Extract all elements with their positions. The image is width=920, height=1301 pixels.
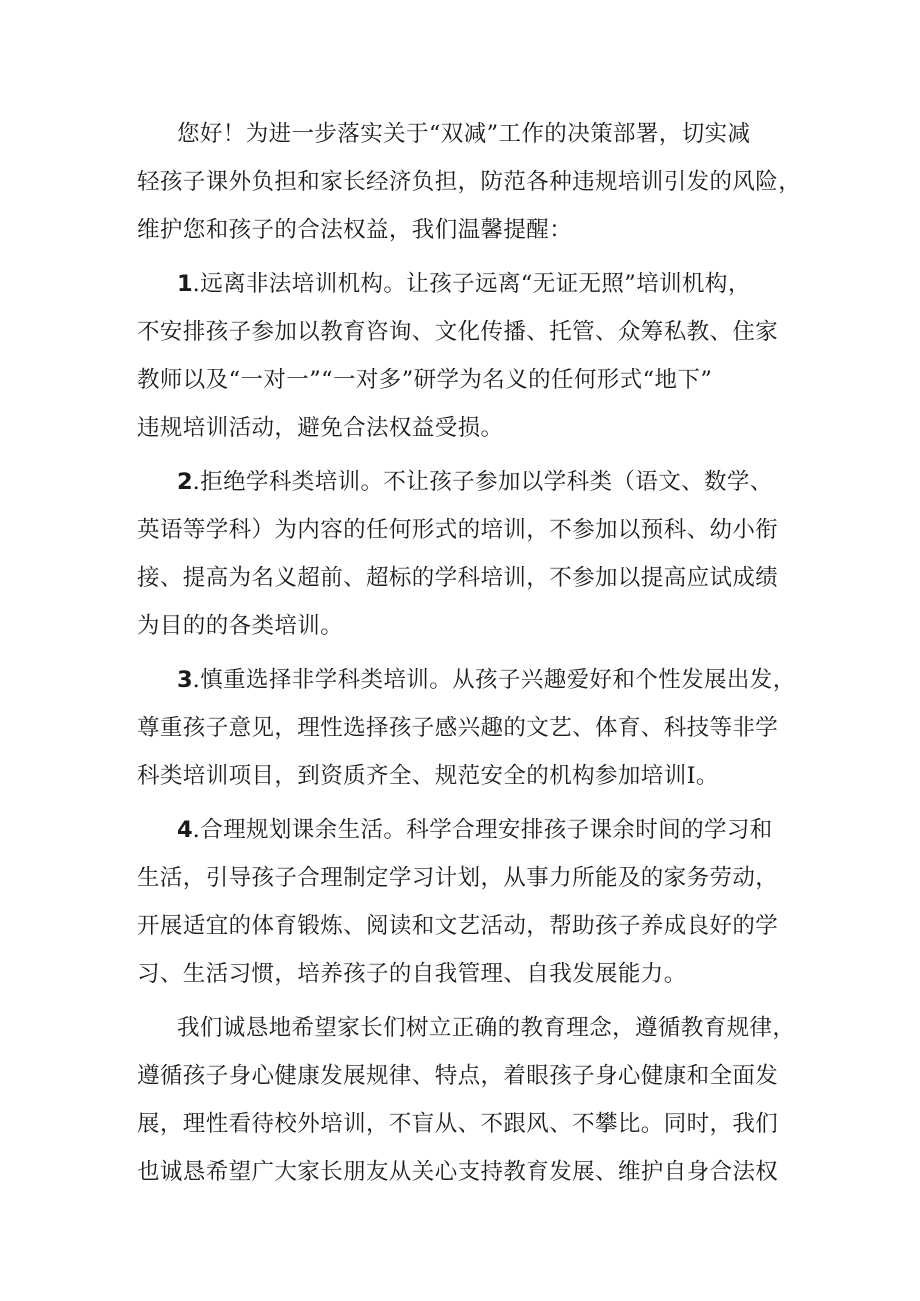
text-line: 不安排孩子参加以教育咨询、文化传播、托管、众筹私教、住家 bbox=[137, 319, 779, 345]
text-line: 也诚恳希望广大家长朋友从关心支持教育发展、维护自身合法权 bbox=[137, 1159, 779, 1185]
item-number: 2 bbox=[177, 469, 193, 495]
text-line: 开展适宜的体育锻炼、阅读和文艺活动，帮助孩子养成良好的学 bbox=[137, 913, 779, 939]
text-line: 习、生活习惯，培养孩子的自我管理、自我发展能力。 bbox=[137, 961, 687, 987]
item-number: 3 bbox=[177, 667, 193, 693]
item-heading-text: .合理规划课余生活。科学合理安排孩子课余时间的学习和 bbox=[192, 817, 773, 843]
text-line: 为目的的各类培训。 bbox=[137, 613, 344, 639]
paragraph-item-2 bbox=[137, 458, 805, 650]
item-number: 1 bbox=[177, 271, 193, 297]
text-line: 接、提高为名义超前、超标的学科培训，不参加以提高应试成绩 bbox=[137, 565, 779, 591]
text-line bbox=[137, 260, 805, 308]
item-number: 4 bbox=[177, 817, 193, 843]
text-line: 尊重孩子意见，理性选择孩子感兴趣的文艺、体育、科技等非学 bbox=[137, 715, 779, 741]
text-line: 我们诚恳地希望家长们树立正确的教育理念，遵循教育规律， bbox=[177, 1015, 796, 1041]
document-body bbox=[137, 110, 805, 1202]
text-line: 科类培训项目，到资质齐全、规范安全的机构参加培训I。 bbox=[137, 763, 719, 789]
text-line bbox=[137, 656, 805, 704]
text-line: 展，理性看待校外培训，不盲从、不跟风、不攀比。同时，我们 bbox=[137, 1111, 779, 1137]
text-line: 维护您和孩子的合法权益，我们温馨提醒： bbox=[137, 217, 573, 243]
paragraph-closing bbox=[137, 1004, 805, 1196]
text-line: 遵循孩子身心健康发展规律、特点，着眼孩子身心健康和全面发 bbox=[137, 1063, 779, 1089]
paragraph-item-1 bbox=[137, 260, 805, 452]
paragraph-greeting bbox=[137, 110, 805, 254]
text-line: 您好！为进一步落实关于“双减”工作的决策部署，切实减 bbox=[177, 121, 751, 147]
text-line: 轻孩子课外负担和家长经济负担，防范各种违规培训引发的风险， bbox=[137, 169, 802, 195]
item-heading-text: .拒绝学科类培训。不让孩子参加以学科类（语文、数学、 bbox=[192, 469, 773, 495]
text-line: 教师以及“一对一”“一对多”研学为名义的任何形式“地下” bbox=[137, 367, 713, 393]
paragraph-item-3 bbox=[137, 656, 805, 800]
item-heading-text: .远离非法培训机构。让孩子远离“无证无照”培训机构， bbox=[192, 271, 751, 297]
item-heading-text: .慎重选择非学科类培训。从孩子兴趣爱好和个性发展出发， bbox=[192, 667, 796, 693]
text-line bbox=[137, 458, 805, 506]
text-line bbox=[137, 806, 805, 854]
text-line: 生活，引导孩子合理制定学习计划，从事力所能及的家务劳动， bbox=[137, 865, 779, 891]
paragraph-item-4 bbox=[137, 806, 805, 998]
text-line: 违规培训活动，避免合法权益受损。 bbox=[137, 415, 504, 441]
text-line: 英语等学科）为内容的任何形式的培训，不参加以预科、幼小衔 bbox=[137, 517, 779, 543]
